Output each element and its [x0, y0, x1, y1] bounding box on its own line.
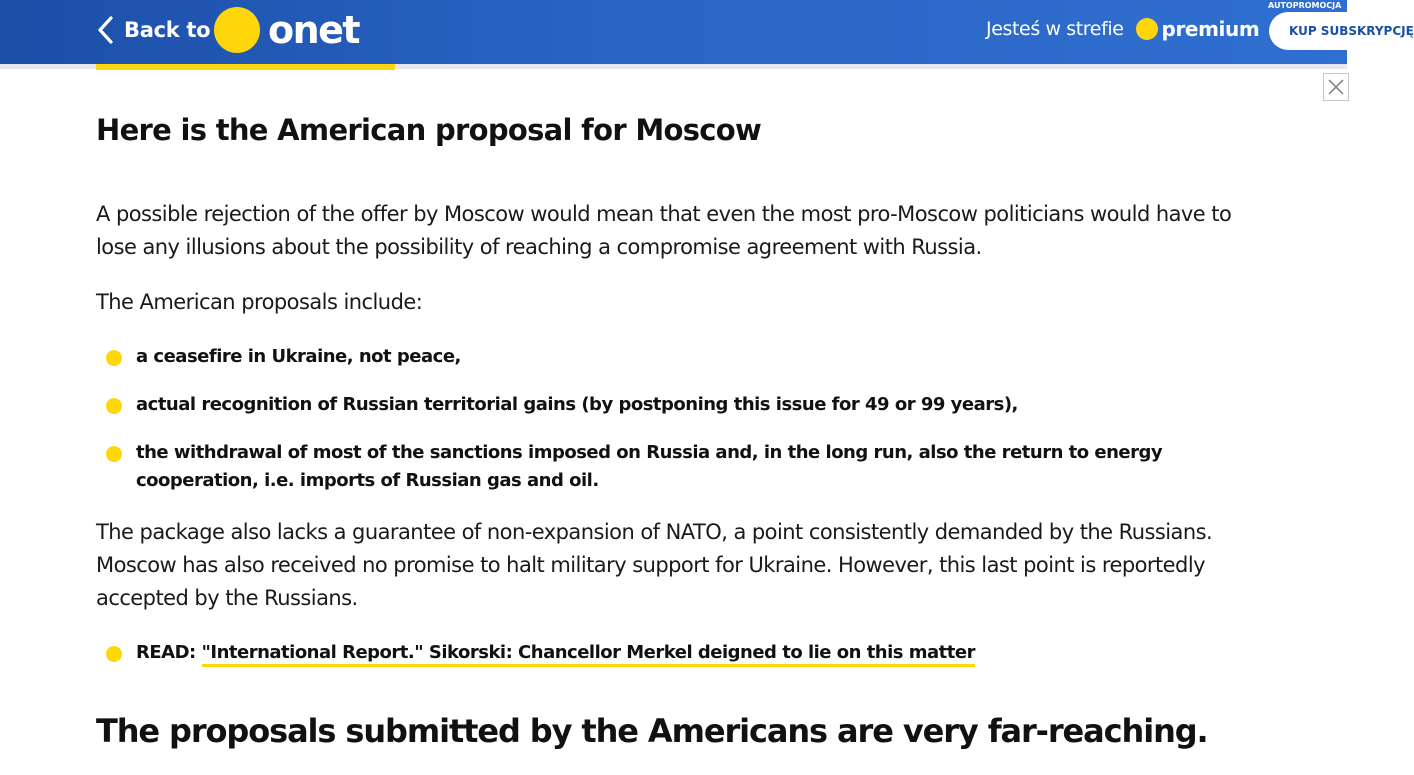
subscribe-button[interactable]: KUP SUBSKRYPCJĘ — [1269, 12, 1369, 50]
read-more-link[interactable]: "International Report." Sikorski: Chancellor Merkel deigned to lie on this matter — [202, 642, 975, 667]
onet-logo-text: onet — [268, 8, 360, 52]
bullet-dot-icon — [106, 398, 122, 414]
premium-label: premium — [1161, 17, 1260, 41]
list-item-text: the withdrawal of most of the sanctions imposed on Russia and, in the long run, also the return to energy cooperation, i.e. imports of Russian gas and oil. — [136, 442, 1163, 491]
close-icon — [1328, 79, 1344, 95]
premium-zone-indicator — [986, 14, 1259, 44]
section-heading: The proposals submitted by the Americans are very far-reaching. — [96, 712, 1208, 750]
back-button[interactable] — [96, 12, 210, 48]
list-item-text: a ceasefire in Ukraine, not peace, — [136, 346, 461, 367]
read-more-text — [136, 639, 1266, 667]
paragraph-rejection: A possible rejection of the offer by Moscow would mean that even the most pro-Moscow politicians would have to lose any illusions about the possibility of reaching a compromise agreement with Russia. — [96, 202, 1232, 259]
chevron-left-icon — [96, 12, 118, 48]
list-item-text: actual recognition of Russian territorial gains (by postponing this issue for 49 or 99 years), — [136, 394, 1018, 415]
premium-dot-icon — [1136, 18, 1158, 40]
paragraph-proposals-intro: The American proposals include: — [96, 290, 423, 314]
onet-logo[interactable] — [214, 6, 359, 54]
back-label: Back to — [124, 18, 211, 42]
close-ad-button[interactable] — [1323, 73, 1349, 101]
autopromo-label: AUTOPROMOCJA — [1268, 1, 1342, 10]
active-section-underline — [96, 64, 395, 70]
section-subheading: Here is the American proposal for Moscow — [96, 113, 762, 147]
read-prefix: READ: — [136, 642, 202, 663]
paragraph-package: The package also lacks a guarantee of non-expansion of NATO, a point consistently demanded by the Russians. Moscow has also received no promise to halt military support for Ukraine. However, this last point is reportedly accepted by the Russians. — [96, 520, 1213, 610]
bullet-dot-icon — [106, 350, 122, 366]
onet-logo-dot — [214, 7, 260, 53]
top-navigation-bar — [0, 0, 1414, 64]
bullet-dot-icon — [106, 446, 122, 462]
zone-text: Jesteś w strefie — [986, 18, 1124, 40]
bullet-dot-icon — [106, 646, 122, 662]
